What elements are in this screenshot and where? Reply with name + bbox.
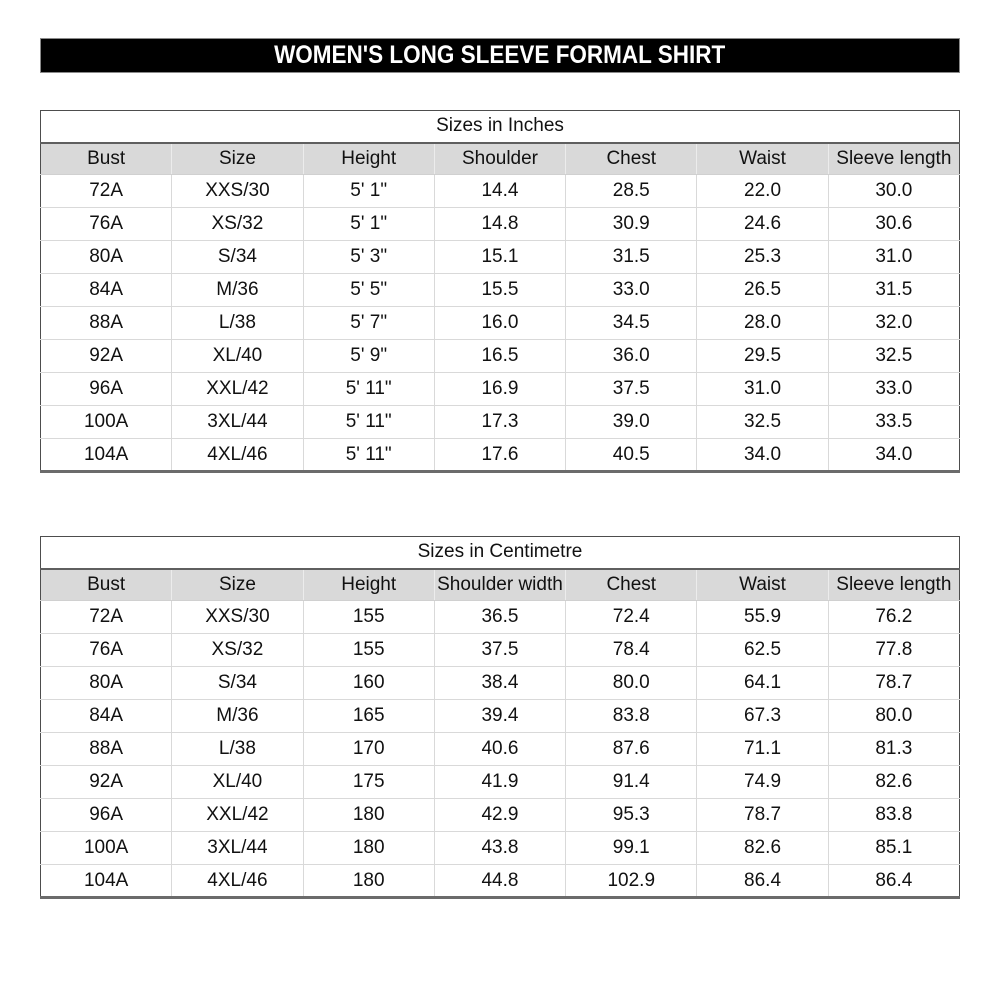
table-cell: 28.5 [566,175,697,208]
table-cell: 37.5 [566,373,697,406]
table-cell: 82.6 [697,832,828,865]
table-cell: 74.9 [697,766,828,799]
table-cell: 72A [41,601,172,634]
table-cell: 99.1 [566,832,697,865]
column-header: Waist [697,143,828,175]
table-cell: 4XL/46 [172,865,303,898]
table-cell: M/36 [172,274,303,307]
table-cell: 62.5 [697,634,828,667]
column-header: Bust [41,569,172,601]
table-cell: 82.6 [828,766,959,799]
table-cell: 100A [41,832,172,865]
table-row [41,601,960,634]
column-header: Sleeve length [828,569,959,601]
table-row [41,175,960,208]
table-cell: 40.5 [566,439,697,472]
table-cell: XL/40 [172,766,303,799]
table-row [41,406,960,439]
table-cell: S/34 [172,241,303,274]
table-cell: 80A [41,241,172,274]
table-cell: 32.5 [697,406,828,439]
table-cell: 170 [303,733,434,766]
table-cell: 5' 11" [303,373,434,406]
table-cell: M/36 [172,700,303,733]
table-cell: 67.3 [697,700,828,733]
table-cell: 33.0 [566,274,697,307]
table-cell: 16.5 [434,340,565,373]
table-cell: 15.1 [434,241,565,274]
table-cell: 22.0 [697,175,828,208]
table-cell: 5' 5" [303,274,434,307]
table-cell: 5' 11" [303,406,434,439]
table-cell: 88A [41,733,172,766]
column-header: Height [303,143,434,175]
table-cell: 3XL/44 [172,832,303,865]
table-cell: 25.3 [697,241,828,274]
table-cell: 96A [41,799,172,832]
table-cell: XL/40 [172,340,303,373]
table-cell: 38.4 [434,667,565,700]
table-cell: 4XL/46 [172,439,303,472]
table-cell: 87.6 [566,733,697,766]
table-cell: 34.0 [828,439,959,472]
table-cell: L/38 [172,307,303,340]
table-cell: 31.0 [828,241,959,274]
table-cell: 92A [41,340,172,373]
table-cell: 83.8 [828,799,959,832]
table-cell: 28.0 [697,307,828,340]
page-title-bar [40,38,960,73]
table-cell: 17.6 [434,439,565,472]
table-cell: 32.5 [828,340,959,373]
table-cell: 30.9 [566,208,697,241]
page-title: WOMEN'S LONG SLEEVE FORMAL SHIRT [274,41,726,69]
table-row [41,274,960,307]
table-cell: 34.0 [697,439,828,472]
table-cell: 100A [41,406,172,439]
table-cell: 39.4 [434,700,565,733]
table-row [41,799,960,832]
column-header: Shoulder width [434,569,565,601]
table-cell: 14.4 [434,175,565,208]
sizes-in-centimetre-table [40,536,960,899]
table-cell: 3XL/44 [172,406,303,439]
table-cell: 96A [41,373,172,406]
column-header: Shoulder [434,143,565,175]
table-cell: 5' 3" [303,241,434,274]
table-cell: 72A [41,175,172,208]
table-cell: 15.5 [434,274,565,307]
table-cell: 32.0 [828,307,959,340]
table-row [41,733,960,766]
table-cell: 5' 1" [303,208,434,241]
table-row [41,667,960,700]
table-cell: 33.5 [828,406,959,439]
table-cell: 78.4 [566,634,697,667]
table-cell: 5' 9" [303,340,434,373]
column-header: Chest [566,569,697,601]
column-header: Size [172,569,303,601]
sizes-in-inches-table [40,110,960,473]
table-cell: 26.5 [697,274,828,307]
table-cell: 81.3 [828,733,959,766]
table-cell: 180 [303,799,434,832]
table-cell: 76.2 [828,601,959,634]
table-cell: L/38 [172,733,303,766]
table-cell: 91.4 [566,766,697,799]
column-header: Sleeve length [828,143,959,175]
column-header: Height [303,569,434,601]
caption-row [41,111,960,143]
table-cell: XS/32 [172,634,303,667]
table-row [41,439,960,472]
table-row [41,865,960,898]
table-cell: 160 [303,667,434,700]
table-cell: 16.9 [434,373,565,406]
table-cell: 84A [41,274,172,307]
header-row [41,569,960,601]
table-cell: 76A [41,634,172,667]
table-cell: 165 [303,700,434,733]
table-cell: 31.0 [697,373,828,406]
table-cell: 80.0 [828,700,959,733]
table-cell: 5' 11" [303,439,434,472]
table-cell: 41.9 [434,766,565,799]
table-cell: 80A [41,667,172,700]
table-cell: 37.5 [434,634,565,667]
table-cell: 85.1 [828,832,959,865]
table-cell: 80.0 [566,667,697,700]
table-cell: 44.8 [434,865,565,898]
column-header: Bust [41,143,172,175]
table-cell: XS/32 [172,208,303,241]
table-cell: 86.4 [828,865,959,898]
table-cell: 5' 1" [303,175,434,208]
table-cell: 92A [41,766,172,799]
table-cell: 24.6 [697,208,828,241]
table-cell: 30.0 [828,175,959,208]
table-cell: 30.6 [828,208,959,241]
table-cell: 43.8 [434,832,565,865]
table-cell: 180 [303,865,434,898]
table-caption: Sizes in Inches [41,111,960,143]
table-cell: 84A [41,700,172,733]
table-cell: XXL/42 [172,373,303,406]
table-row [41,307,960,340]
table-cell: 64.1 [697,667,828,700]
table-cell: 77.8 [828,634,959,667]
table-cell: 14.8 [434,208,565,241]
table-cell: XXS/30 [172,601,303,634]
table-cell: 17.3 [434,406,565,439]
table-row [41,634,960,667]
table-cell: 29.5 [697,340,828,373]
table-row [41,373,960,406]
table-cell: 155 [303,634,434,667]
column-header: Size [172,143,303,175]
table-cell: 180 [303,832,434,865]
table-cell: 36.0 [566,340,697,373]
table-cell: 88A [41,307,172,340]
table-cell: S/34 [172,667,303,700]
table-cell: 36.5 [434,601,565,634]
table-cell: 104A [41,439,172,472]
table-cell: 175 [303,766,434,799]
table-cell: 78.7 [697,799,828,832]
table-cell: 155 [303,601,434,634]
table-cell: 42.9 [434,799,565,832]
table-cell: XXS/30 [172,175,303,208]
table-cell: 95.3 [566,799,697,832]
table-row [41,832,960,865]
table-row [41,241,960,274]
column-header: Waist [697,569,828,601]
table-cell: 31.5 [828,274,959,307]
inches-table-section [40,110,960,473]
table-cell: XXL/42 [172,799,303,832]
table-cell: 5' 7" [303,307,434,340]
table-cell: 102.9 [566,865,697,898]
table-row [41,340,960,373]
table-row [41,766,960,799]
centimetre-table-section [40,536,960,899]
table-cell: 76A [41,208,172,241]
table-cell: 31.5 [566,241,697,274]
table-row [41,700,960,733]
header-row [41,143,960,175]
table-cell: 86.4 [697,865,828,898]
caption-row [41,537,960,569]
column-header: Chest [566,143,697,175]
table-caption: Sizes in Centimetre [41,537,960,569]
table-cell: 71.1 [697,733,828,766]
table-cell: 16.0 [434,307,565,340]
table-cell: 34.5 [566,307,697,340]
table-cell: 78.7 [828,667,959,700]
table-row [41,208,960,241]
table-cell: 83.8 [566,700,697,733]
table-cell: 55.9 [697,601,828,634]
table-cell: 39.0 [566,406,697,439]
table-cell: 72.4 [566,601,697,634]
table-cell: 104A [41,865,172,898]
table-cell: 40.6 [434,733,565,766]
table-cell: 33.0 [828,373,959,406]
